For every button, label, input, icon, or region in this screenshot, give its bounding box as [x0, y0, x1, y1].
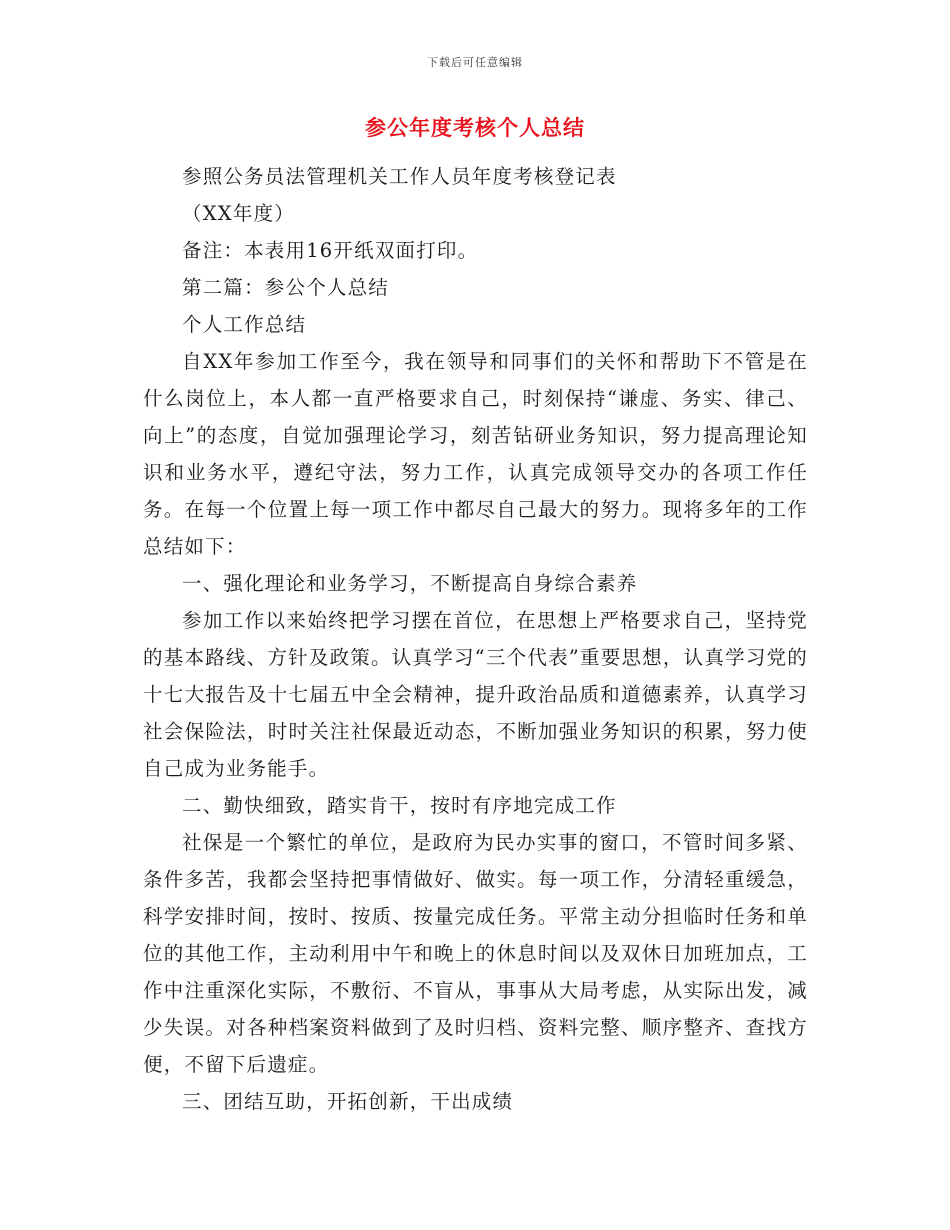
paragraph-heading-2: 二、勤快细致，踏实肯干，按时有序地完成工作 — [182, 794, 617, 817]
page-title: 参公年度考核个人总结 — [365, 115, 585, 140]
paragraph-body-1: 参加工作以来始终把学习摆在首位，在思想上严格要求自己，坚持党的基本路线、方针及政策。认真学习“三个代表”重要思想，认真学习党的十七大报告及十七届五中全会精神，提升政治品质和道德素养，认真学习社会保险法，时时关注社保最近动态，不断加强业务知识的积累，努力使自己成为业务能手。 — [143, 609, 808, 780]
paragraph-remark: 备注：本表用16开纸双面打印。 — [182, 239, 479, 262]
document-body — [143, 158, 808, 1120]
paragraph-year: （XX年度） — [182, 202, 295, 225]
paragraph-subtitle: 个人工作总结 — [182, 313, 307, 336]
paragraph-heading-3: 三、团结互助，开拓创新，干出成绩 — [182, 1090, 514, 1113]
paragraph-section-heading: 第二篇：参公个人总结 — [182, 276, 390, 299]
header-note: 下载后可任意编辑 — [427, 56, 523, 69]
paragraph-heading-1: 一、强化理论和业务学习，不断提高自身综合素养 — [182, 572, 638, 595]
paragraph-form-title: 参照公务员法管理机关工作人员年度考核登记表 — [182, 165, 617, 188]
paragraph-intro: 自XX年参加工作至今，我在领导和同事们的关怀和帮助下不管是在什么岗位上，本人都一直严格要求自己，时刻保持“谦虚、务实、律己、向上”的态度，自觉加强理论学习，刻苦钻研业务知识，努力提高理论知识和业务水平，遵纪守法，努力工作，认真完成领导交办的各项工作任务。在每一个位置上每一项工作中都尽自己最大的努力。现将多年的工作总结如下： — [143, 350, 808, 558]
paragraph-body-2: 社保是一个繁忙的单位，是政府为民办实事的窗口，不管时间多紧、条件多苦，我都会坚持把事情做好、做实。每一项工作，分清轻重缓急，科学安排时间，按时、按质、按量完成任务。平常主动分担临时任务和单位的其他工作，主动利用中午和晚上的休息时间以及双休日加班加点，工作中注重深化实际，不敷衍、不盲从，事事从大局考虑，从实际出发，减少失误。对各种档案资料做到了及时归档、资料完整、顺序整齐、查找方便，不留下后遗症。 — [143, 831, 808, 1076]
